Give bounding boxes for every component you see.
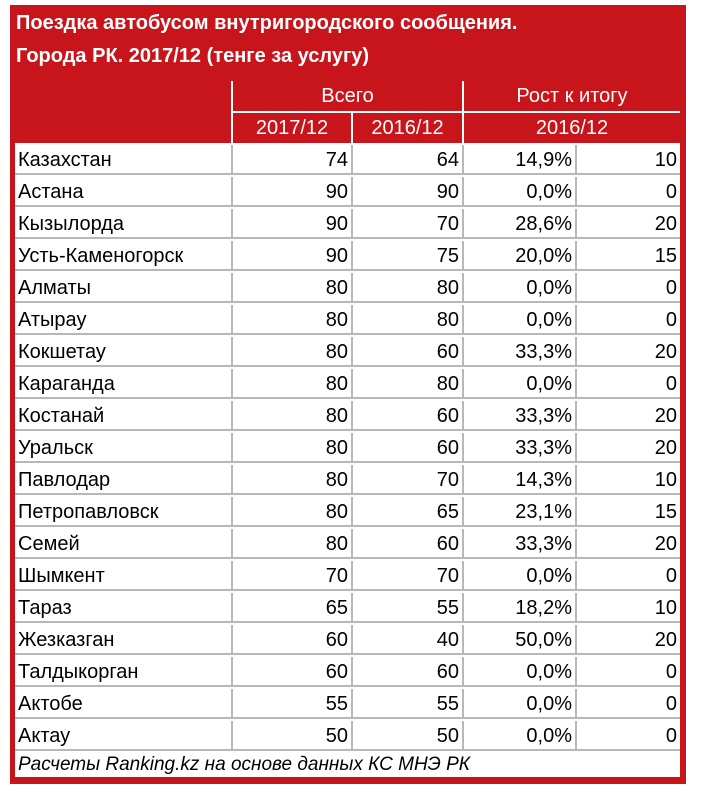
value-2017-cell: 60 xyxy=(233,657,353,687)
value-2017-cell: 80 xyxy=(233,337,353,367)
table-row xyxy=(15,721,680,753)
growth-diff-cell: 0 xyxy=(577,561,680,591)
growth-diff-cell: 10 xyxy=(577,593,680,623)
growth-diff-cell: 15 xyxy=(577,241,680,271)
value-2016-cell: 70 xyxy=(353,209,464,239)
growth-diff-cell: 0 xyxy=(577,273,680,303)
value-2016-cell: 60 xyxy=(353,401,464,431)
city-cell: Уральск xyxy=(15,433,233,463)
value-2017-cell: 80 xyxy=(233,529,353,559)
city-cell: Казахстан xyxy=(15,145,233,175)
city-cell: Павлодар xyxy=(15,465,233,495)
value-2017-cell: 74 xyxy=(233,145,353,175)
value-2016-cell: 80 xyxy=(353,305,464,335)
growth-diff-cell: 10 xyxy=(577,145,680,175)
value-2016-cell: 60 xyxy=(353,657,464,687)
growth-percent-cell: 18,2% xyxy=(464,593,577,623)
table-row xyxy=(15,561,680,593)
table-row xyxy=(15,369,680,401)
growth-percent-cell: 23,1% xyxy=(464,497,577,527)
value-2016-cell: 60 xyxy=(353,529,464,559)
table-row xyxy=(15,273,680,305)
growth-diff-cell: 20 xyxy=(577,401,680,431)
value-2016-cell: 55 xyxy=(353,689,464,719)
header-col-2017: 2017/12 xyxy=(233,113,351,143)
growth-percent-cell: 14,9% xyxy=(464,145,577,175)
value-2017-cell: 90 xyxy=(233,209,353,239)
city-cell: Кызылорда xyxy=(15,209,233,239)
value-2017-cell: 80 xyxy=(233,369,353,399)
city-cell: Кокшетау xyxy=(15,337,233,367)
growth-diff-cell: 0 xyxy=(577,177,680,207)
value-2017-cell: 55 xyxy=(233,689,353,719)
growth-percent-cell: 0,0% xyxy=(464,657,577,687)
growth-diff-cell: 0 xyxy=(577,657,680,687)
table-row xyxy=(15,401,680,433)
city-cell: Костанай xyxy=(15,401,233,431)
value-2017-cell: 90 xyxy=(233,177,353,207)
growth-percent-cell: 33,3% xyxy=(464,401,577,431)
value-2017-cell: 65 xyxy=(233,593,353,623)
table-row xyxy=(15,657,680,689)
table-row xyxy=(15,305,680,337)
city-cell: Шымкент xyxy=(15,561,233,591)
growth-percent-cell: 0,0% xyxy=(464,721,577,751)
value-2016-cell: 70 xyxy=(353,465,464,495)
growth-diff-cell: 0 xyxy=(577,689,680,719)
value-2016-cell: 75 xyxy=(353,241,464,271)
growth-percent-cell: 0,0% xyxy=(464,273,577,303)
city-cell: Актау xyxy=(15,721,233,751)
value-2016-cell: 80 xyxy=(353,369,464,399)
value-2017-cell: 70 xyxy=(233,561,353,591)
table-row xyxy=(15,145,680,177)
value-2017-cell: 50 xyxy=(233,721,353,751)
value-2017-cell: 80 xyxy=(233,433,353,463)
value-2016-cell: 70 xyxy=(353,561,464,591)
growth-percent-cell: 33,3% xyxy=(464,433,577,463)
city-cell: Усть-Каменогорск xyxy=(15,241,233,271)
growth-diff-cell: 10 xyxy=(577,465,680,495)
value-2016-cell: 80 xyxy=(353,273,464,303)
city-cell: Актобе xyxy=(15,689,233,719)
table-row xyxy=(15,529,680,561)
table-row xyxy=(15,177,680,209)
city-cell: Жезказган xyxy=(15,625,233,655)
table-row xyxy=(15,625,680,657)
value-2017-cell: 80 xyxy=(233,465,353,495)
growth-percent-cell: 0,0% xyxy=(464,561,577,591)
source-note: Расчеты Ranking.kz на основе данных КС МНЭ РК xyxy=(18,754,470,775)
growth-percent-cell: 50,0% xyxy=(464,625,577,655)
table-row xyxy=(15,433,680,465)
value-2016-cell: 50 xyxy=(353,721,464,751)
growth-percent-cell: 0,0% xyxy=(464,305,577,335)
table-row xyxy=(15,241,680,273)
value-2017-cell: 80 xyxy=(233,305,353,335)
growth-percent-cell: 33,3% xyxy=(464,529,577,559)
table-frame xyxy=(10,5,686,784)
table-row xyxy=(15,465,680,497)
city-cell: Семей xyxy=(15,529,233,559)
city-cell: Талдыкорган xyxy=(15,657,233,687)
value-2017-cell: 80 xyxy=(233,401,353,431)
growth-diff-cell: 0 xyxy=(577,305,680,335)
growth-percent-cell: 0,0% xyxy=(464,369,577,399)
header-col-2016: 2016/12 xyxy=(353,113,462,143)
city-cell: Караганда xyxy=(15,369,233,399)
city-cell: Атырау xyxy=(15,305,233,335)
table-row xyxy=(15,593,680,625)
page-subtitle: Города РК. 2017/12 (тенге за услугу) xyxy=(16,45,370,67)
growth-diff-cell: 20 xyxy=(577,625,680,655)
table-row xyxy=(15,689,680,721)
growth-percent-cell: 20,0% xyxy=(464,241,577,271)
value-2016-cell: 55 xyxy=(353,593,464,623)
value-2017-cell: 80 xyxy=(233,497,353,527)
growth-diff-cell: 20 xyxy=(577,337,680,367)
value-2016-cell: 64 xyxy=(353,145,464,175)
value-2016-cell: 60 xyxy=(353,337,464,367)
growth-percent-cell: 33,3% xyxy=(464,337,577,367)
header-group-growth: Рост к итогу xyxy=(464,81,680,111)
data-table xyxy=(15,81,680,777)
growth-percent-cell: 28,6% xyxy=(464,209,577,239)
city-cell: Алматы xyxy=(15,273,233,303)
value-2016-cell: 90 xyxy=(353,177,464,207)
growth-diff-cell: 0 xyxy=(577,721,680,751)
growth-percent-cell: 0,0% xyxy=(464,177,577,207)
page-title: Поездка автобусом внутригородского сообщения. xyxy=(16,12,518,34)
growth-percent-cell: 0,0% xyxy=(464,689,577,719)
value-2016-cell: 60 xyxy=(353,433,464,463)
title-block xyxy=(10,5,686,78)
growth-percent-cell: 14,3% xyxy=(464,465,577,495)
growth-diff-cell: 0 xyxy=(577,369,680,399)
value-2017-cell: 60 xyxy=(233,625,353,655)
table-row xyxy=(15,497,680,529)
city-cell: Астана xyxy=(15,177,233,207)
table-row xyxy=(15,337,680,369)
growth-diff-cell: 20 xyxy=(577,529,680,559)
value-2017-cell: 90 xyxy=(233,241,353,271)
table-row xyxy=(15,209,680,241)
city-cell: Петропавловск xyxy=(15,497,233,527)
value-2017-cell: 80 xyxy=(233,273,353,303)
header-group-total: Всего xyxy=(233,81,462,111)
value-2016-cell: 40 xyxy=(353,625,464,655)
header-col-growth-period: 2016/12 xyxy=(464,113,680,143)
growth-diff-cell: 15 xyxy=(577,497,680,527)
value-2016-cell: 65 xyxy=(353,497,464,527)
city-cell: Тараз xyxy=(15,593,233,623)
growth-diff-cell: 20 xyxy=(577,433,680,463)
growth-diff-cell: 20 xyxy=(577,209,680,239)
header-empty-cell xyxy=(15,81,231,143)
